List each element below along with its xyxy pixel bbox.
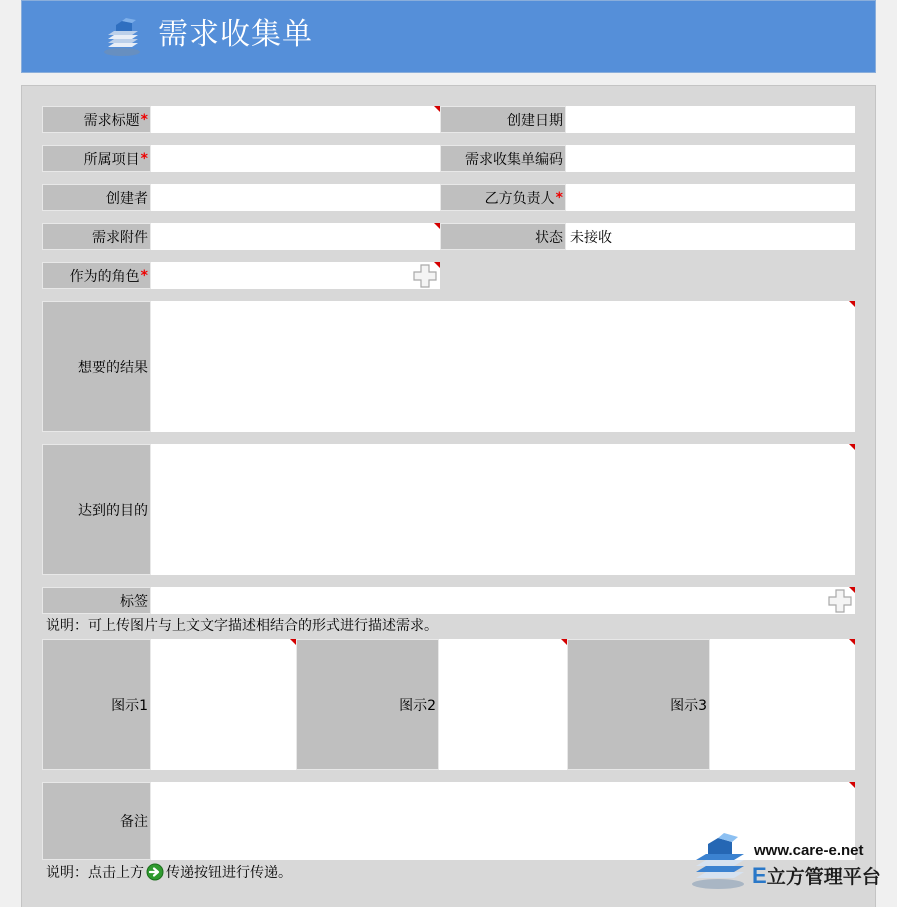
brand-logo — [690, 830, 895, 892]
field-label: 状态 — [440, 223, 566, 250]
create-date-value — [566, 106, 855, 133]
status-value: 未接收 — [566, 223, 855, 250]
field-label: 创建者 — [42, 184, 151, 211]
image-3-upload[interactable] — [710, 639, 855, 770]
code-value — [566, 145, 855, 172]
field-attachment — [42, 223, 440, 250]
title-input[interactable] — [151, 106, 440, 133]
field-project — [42, 145, 440, 172]
image-2-upload[interactable] — [439, 639, 567, 770]
brand-site: www.care-e.net — [754, 842, 864, 859]
page-title: 需求收集单 — [158, 17, 313, 52]
plus-icon[interactable] — [412, 263, 438, 289]
brand-name: E立方管理平台 — [752, 863, 881, 888]
purpose-textarea[interactable] — [151, 444, 855, 575]
field-label: 需求附件 — [42, 223, 151, 250]
field-label: 作为的角色 * — [42, 262, 151, 289]
tag-input[interactable] — [151, 587, 855, 614]
pass-note: 说明：点击上方 传递按钮进行传递。 — [46, 865, 292, 881]
owner-input[interactable] — [566, 184, 855, 211]
field-role — [42, 262, 440, 289]
field-images — [42, 639, 855, 770]
field-label: 想要的结果 — [42, 301, 151, 432]
creator-value — [151, 184, 440, 211]
page-header — [21, 0, 876, 73]
field-label: 需求收集单编码 — [440, 145, 566, 172]
field-title — [42, 106, 440, 133]
field-label: 达到的目的 — [42, 444, 151, 575]
result-textarea[interactable] — [151, 301, 855, 432]
stack-logo-icon — [102, 17, 146, 57]
stack-logo-icon — [690, 832, 752, 890]
field-creator — [42, 184, 440, 211]
role-input[interactable] — [151, 262, 440, 289]
field-label: 所属项目 * — [42, 145, 151, 172]
image-note: 说明：可上传图片与上文文字描述相结合的形式进行描述需求。 — [46, 618, 438, 634]
field-label: 标签 — [42, 587, 151, 614]
project-input[interactable] — [151, 145, 440, 172]
field-label: 图示2 — [296, 639, 439, 770]
field-owner — [440, 184, 855, 211]
field-result — [42, 301, 855, 432]
field-label: 创建日期 — [440, 106, 566, 133]
field-tag — [42, 587, 855, 614]
field-label: 备注 — [42, 782, 151, 860]
plus-icon[interactable] — [827, 588, 853, 614]
field-code — [440, 145, 855, 172]
field-label: 图示1 — [42, 639, 151, 770]
field-label: 需求标题 * — [42, 106, 151, 133]
attachment-input[interactable] — [151, 223, 440, 250]
field-status — [440, 223, 855, 250]
field-label: 图示3 — [567, 639, 710, 770]
image-1-upload[interactable] — [151, 639, 296, 770]
field-purpose — [42, 444, 855, 575]
go-arrow-icon — [146, 863, 164, 881]
field-label: 乙方负责人 * — [440, 184, 566, 211]
field-create-date — [440, 106, 855, 133]
